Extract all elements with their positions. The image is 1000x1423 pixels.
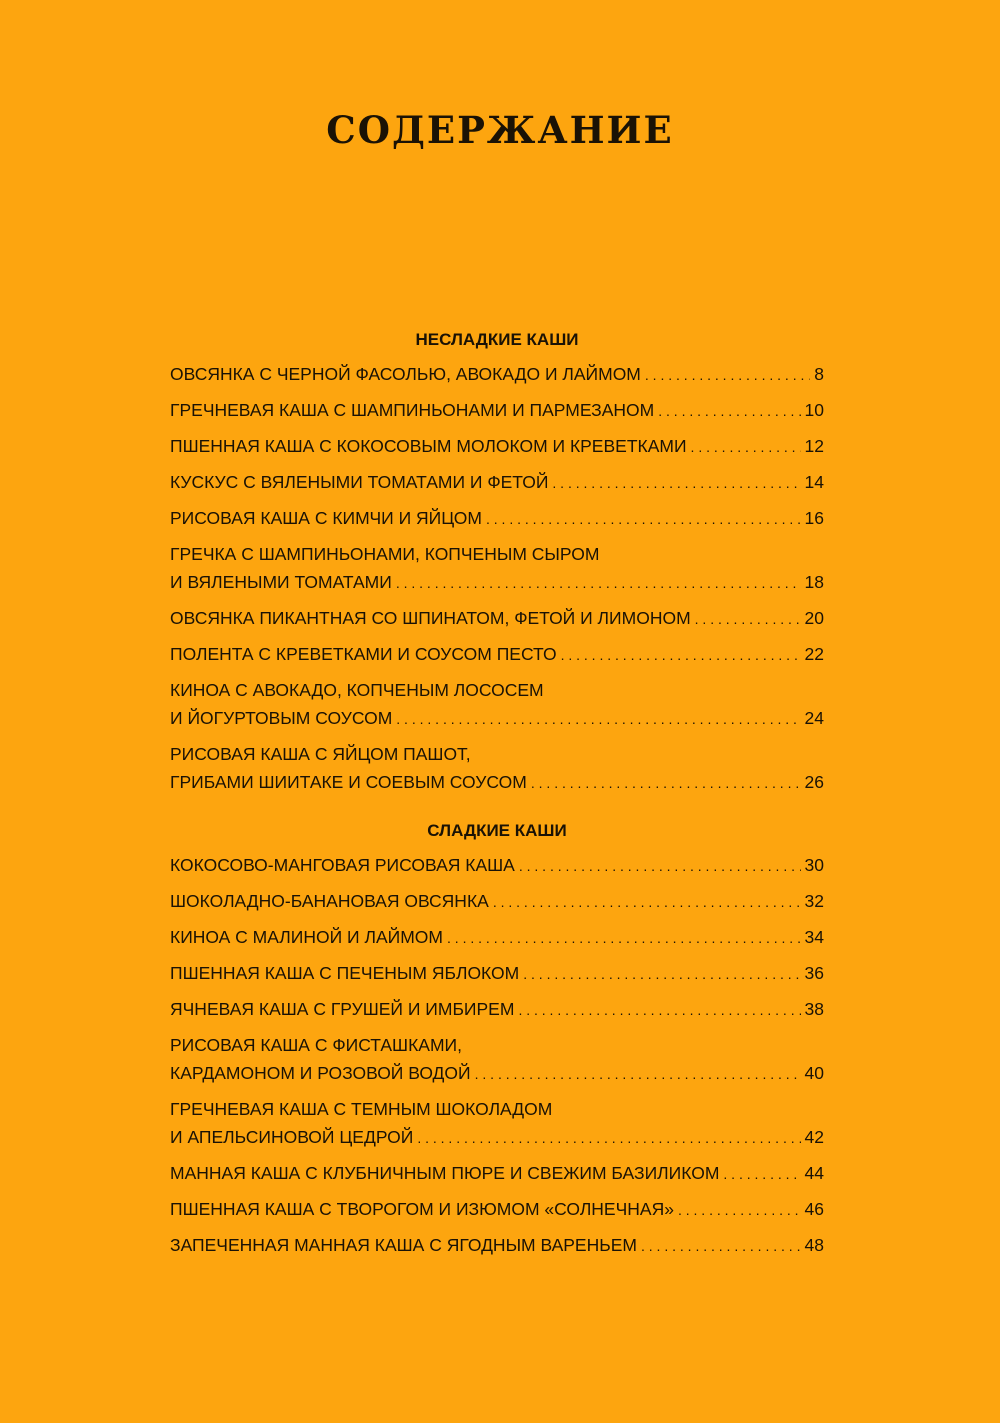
toc-entry-page: 26 — [804, 772, 824, 792]
dot-leader — [658, 397, 800, 425]
toc-entry-title: ШОКОЛАДНО-БАНАНОВАЯ ОВСЯНКА — [170, 891, 489, 911]
dot-leader — [723, 1160, 800, 1188]
toc-entry-title: И ЙОГУРТОВЫМ СОУСОМ — [170, 708, 393, 728]
dot-leader — [475, 1060, 801, 1088]
toc-entry-line1: КИНОА С АВОКАДО, КОПЧЕНЫМ ЛОСОСЕМ — [170, 680, 544, 700]
section-heading-savory: НЕСЛАДКИЕ КАШИ — [415, 330, 579, 349]
toc-entry[interactable] — [170, 432, 824, 461]
toc-entry-page: 22 — [804, 644, 824, 664]
toc-entry-title: КУСКУС С ВЯЛЕНЫМИ ТОМАТАМИ И ФЕТОЙ — [170, 472, 549, 492]
toc-entry-title: ПОЛЕНТА С КРЕВЕТКАМИ И СОУСОМ ПЕСТО — [170, 644, 557, 664]
toc-entry-title: ОВСЯНКА ПИКАНТНАЯ СО ШПИНАТОМ, ФЕТОЙ И ЛИМОНОМ — [170, 608, 691, 628]
toc-entry[interactable] — [170, 1031, 824, 1088]
toc-entry-line1: ГРЕЧНЕВАЯ КАША С ТЕМНЫМ ШОКОЛАДОМ — [170, 1099, 553, 1119]
toc-entry-page: 40 — [804, 1063, 824, 1083]
toc-entry-title: ЗАПЕЧЕННАЯ МАННАЯ КАША С ЯГОДНЫМ ВАРЕНЬЕМ — [170, 1235, 637, 1255]
toc-entry-title: КОКОСОВО-МАНГОВАЯ РИСОВАЯ КАША — [170, 855, 515, 875]
toc-entry-line1: РИСОВАЯ КАША С ФИСТАШКАМИ, — [170, 1035, 462, 1055]
dot-leader — [396, 705, 800, 733]
toc-entry-page: 34 — [804, 927, 824, 947]
toc-entry-line1: ГРЕЧКА С ШАМПИНЬОНАМИ, КОПЧЕНЫМ СЫРОМ — [170, 544, 600, 564]
dot-leader — [518, 996, 800, 1024]
toc-entry-title: И АПЕЛЬСИНОВОЙ ЦЕДРОЙ — [170, 1127, 414, 1147]
toc-entry-title: КИНОА С МАЛИНОЙ И ЛАЙМОМ — [170, 927, 444, 947]
toc-entry-page: 8 — [814, 364, 824, 384]
toc-entry[interactable] — [170, 468, 824, 497]
toc-entry-page: 48 — [804, 1235, 824, 1255]
toc-entry-title: ПШЕННАЯ КАША С ТВОРОГОМ И ИЗЮМОМ «СОЛНЕЧНАЯ» — [170, 1199, 674, 1219]
toc-entry-title: РИСОВАЯ КАША С КИМЧИ И ЯЙЦОМ — [170, 508, 482, 528]
toc-entry-page: 46 — [804, 1199, 824, 1219]
dot-leader — [417, 1124, 800, 1152]
toc-entry-page: 12 — [804, 436, 824, 456]
toc-entry-title: КАРДАМОНОМ И РОЗОВОЙ ВОДОЙ — [170, 1063, 471, 1083]
toc-entry[interactable] — [170, 1231, 824, 1260]
dot-leader — [695, 605, 801, 633]
toc-entry[interactable] — [170, 740, 824, 797]
dot-leader — [519, 852, 801, 880]
section-heading-sweet: СЛАДКИЕ КАШИ — [427, 821, 567, 840]
toc-entry-title: ПШЕННАЯ КАША С ПЕЧЕНЫМ ЯБЛОКОМ — [170, 963, 520, 983]
dot-leader — [645, 361, 810, 389]
toc-entry-page: 42 — [804, 1127, 824, 1147]
dot-leader — [678, 1196, 801, 1224]
toc-entry-page: 18 — [804, 572, 824, 592]
toc-entry[interactable] — [170, 504, 824, 533]
dot-leader — [493, 888, 801, 916]
toc-entry-page: 20 — [804, 608, 824, 628]
toc-entry[interactable] — [170, 676, 824, 733]
toc-entry-title: ПШЕННАЯ КАША С КОКОСОВЫМ МОЛОКОМ И КРЕВЕТКАМИ — [170, 436, 687, 456]
toc-entry[interactable] — [170, 923, 824, 952]
toc-entry[interactable] — [170, 604, 824, 633]
toc-entry-title: МАННАЯ КАША С КЛУБНИЧНЫМ ПЮРЕ И СВЕЖИМ БАЗИЛИКОМ — [170, 1163, 720, 1183]
toc-entry-title: И ВЯЛЕНЫМИ ТОМАТАМИ — [170, 572, 392, 592]
toc-entry[interactable] — [170, 959, 824, 988]
toc-entry[interactable] — [170, 396, 824, 425]
toc-entry-line1: РИСОВАЯ КАША С ЯЙЦОМ ПАШОТ, — [170, 744, 471, 764]
toc-entry-page: 30 — [804, 855, 824, 875]
toc-entry[interactable] — [170, 540, 824, 597]
toc-entry[interactable] — [170, 1195, 824, 1224]
table-of-contents — [170, 326, 824, 1267]
toc-entry-page: 32 — [804, 891, 824, 911]
page-title: СОДЕРЖАНИЕ — [326, 108, 674, 152]
toc-entry-page: 14 — [804, 472, 824, 492]
dot-leader — [552, 469, 800, 497]
toc-entry[interactable] — [170, 995, 824, 1024]
dot-leader — [447, 924, 801, 952]
toc-entry-title: ЯЧНЕВАЯ КАША С ГРУШЕЙ И ИМБИРЕМ — [170, 999, 515, 1019]
toc-entry[interactable] — [170, 1159, 824, 1188]
toc-entry[interactable] — [170, 1095, 824, 1152]
toc-entry[interactable] — [170, 851, 824, 880]
dot-leader — [531, 769, 801, 797]
toc-entry-title: ГРИБАМИ ШИИТАКЕ И СОЕВЫМ СОУСОМ — [170, 772, 527, 792]
dot-leader — [486, 505, 801, 533]
toc-list-sweet — [170, 851, 824, 1260]
toc-list-savory — [170, 360, 824, 797]
toc-entry-title: ГРЕЧНЕВАЯ КАША С ШАМПИНЬОНАМИ И ПАРМЕЗАНОМ — [170, 400, 655, 420]
dot-leader — [691, 433, 801, 461]
toc-entry[interactable] — [170, 360, 824, 389]
toc-entry-page: 44 — [804, 1163, 824, 1183]
dot-leader — [561, 641, 801, 669]
toc-entry-page: 24 — [804, 708, 824, 728]
toc-entry-page: 10 — [804, 400, 824, 420]
toc-entry[interactable] — [170, 887, 824, 916]
toc-entry[interactable] — [170, 640, 824, 669]
dot-leader — [641, 1232, 801, 1260]
toc-entry-page: 38 — [804, 999, 824, 1019]
toc-entry-title: ОВСЯНКА С ЧЕРНОЙ ФАСОЛЬЮ, АВОКАДО И ЛАЙМОМ — [170, 364, 641, 384]
dot-leader — [396, 569, 801, 597]
toc-entry-page: 36 — [804, 963, 824, 983]
toc-entry-page: 16 — [804, 508, 824, 528]
dot-leader — [523, 960, 800, 988]
